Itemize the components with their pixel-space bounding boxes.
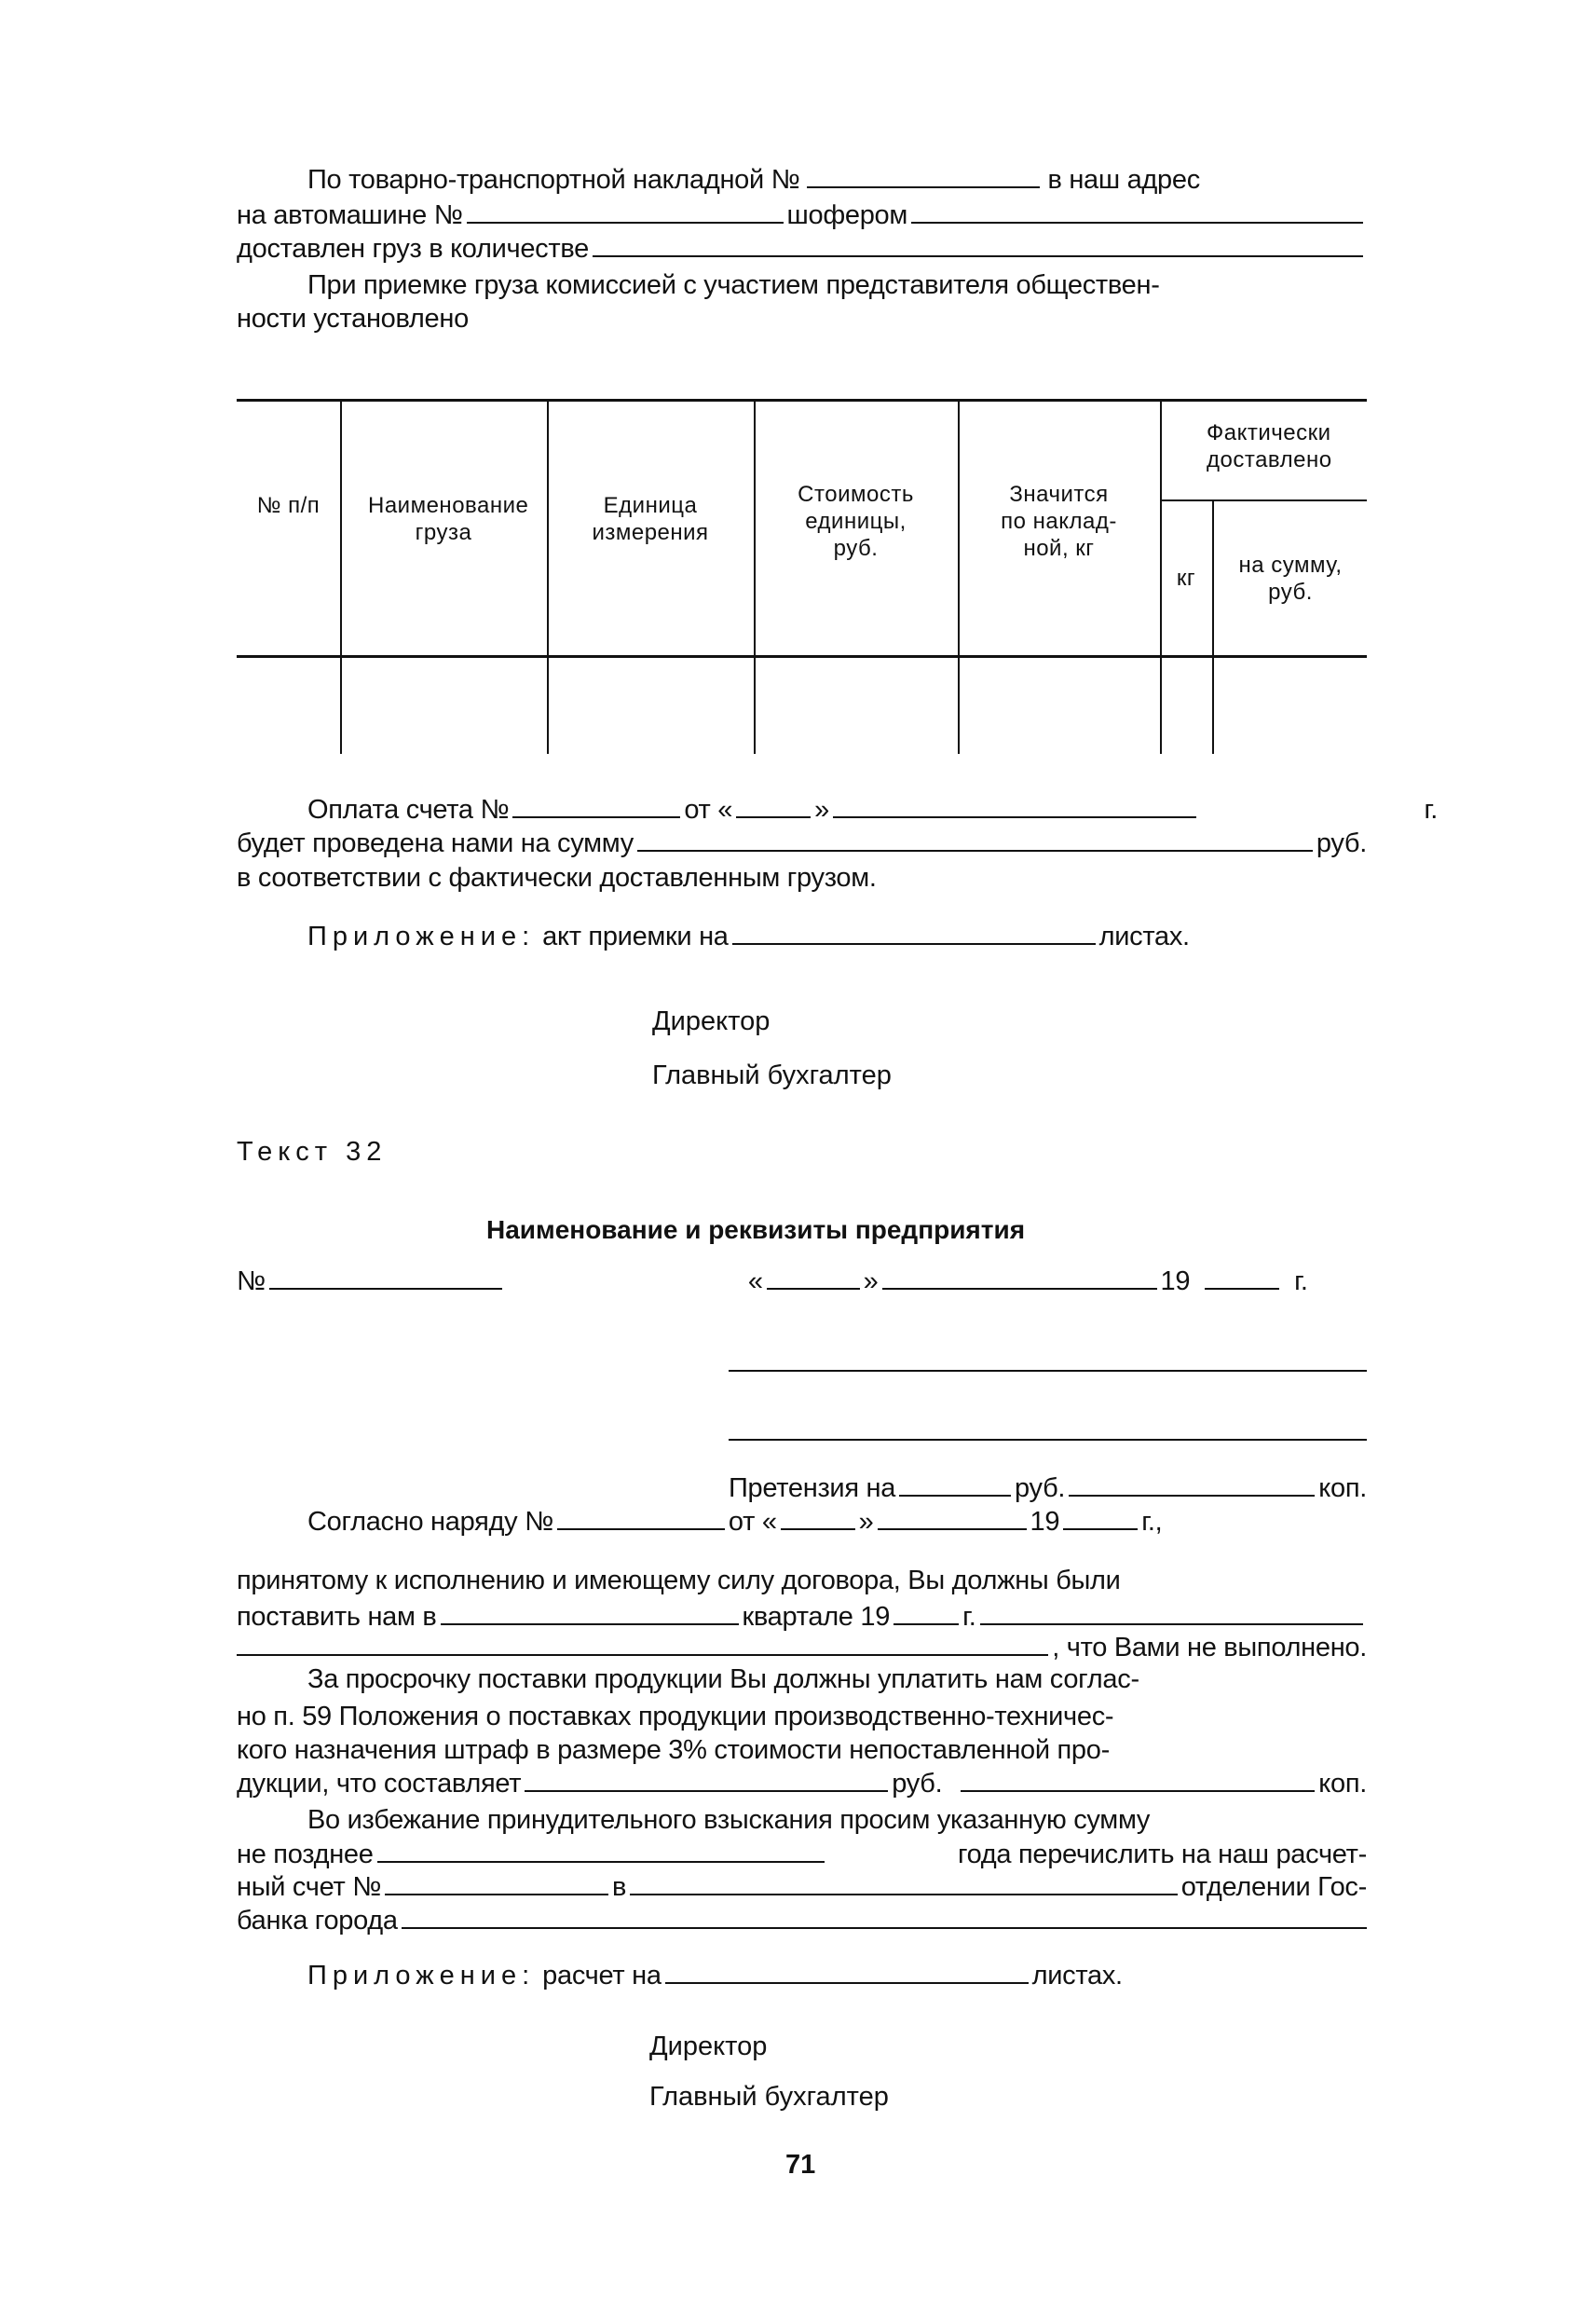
account-number-field[interactable]	[385, 1871, 608, 1895]
attachment-label: Приложение:	[307, 922, 536, 951]
director-signature: Директор	[652, 1006, 771, 1036]
text: от «	[728, 1507, 777, 1537]
order-number-field[interactable]	[557, 1506, 725, 1530]
text: на автомашине №	[237, 200, 463, 230]
text: »	[814, 795, 829, 825]
text: Оплата счета №	[307, 795, 510, 825]
divider	[1160, 499, 1367, 501]
attachment-line	[237, 1960, 1370, 1991]
quantity-field[interactable]	[593, 233, 1363, 257]
addressee-field[interactable]	[729, 1370, 1367, 1372]
invoice-number-field[interactable]	[512, 794, 680, 818]
director-signature: Директор	[649, 2032, 768, 2061]
divider	[237, 655, 1367, 658]
waybill-line	[237, 164, 1438, 196]
header-actually-delivered: Фактически доставлено	[1207, 420, 1332, 472]
accountant-signature: Главный бухгалтер	[649, 2082, 889, 2112]
header-waybill-kg: Значится по наклад-ной, кг	[1001, 482, 1117, 561]
header-sum: на сумму, руб.	[1238, 553, 1343, 605]
text: Претензия на	[729, 1473, 896, 1503]
divider	[754, 399, 756, 754]
claim-line	[729, 1472, 1367, 1504]
text: №	[237, 1266, 266, 1296]
divider	[1212, 499, 1214, 754]
text: года перечислить на наш расчет-	[957, 1840, 1367, 1869]
text: За просрочку поставки продукции Вы должны уплатить нам соглас-	[307, 1664, 1139, 1694]
quarter-line	[237, 1601, 1367, 1633]
text: принятому к исполнению и имеющему силу договора, Вы должны были	[237, 1566, 1121, 1595]
day-field[interactable]	[781, 1506, 855, 1530]
text: листах.	[1098, 922, 1190, 951]
fine-amount-line	[237, 1768, 1367, 1799]
not-fulfilled-line	[237, 1632, 1367, 1663]
text: кого назначения штраф в размере 3% стоимости непоставленной про-	[237, 1735, 1110, 1765]
vehicle-line	[237, 199, 1367, 231]
text: «	[747, 1266, 763, 1296]
invoice-payment-line	[237, 794, 1438, 826]
header-unit: Единица измерения	[592, 493, 709, 545]
paragraph	[237, 1702, 1367, 1732]
text: »	[858, 1507, 874, 1537]
year-field[interactable]	[1063, 1506, 1138, 1530]
payment-sum-line	[237, 828, 1367, 859]
sheets-field[interactable]	[732, 921, 1096, 945]
text: При приемке груза комиссией с участием представителя обществен-	[307, 270, 1160, 300]
city-field[interactable]	[402, 1905, 1367, 1929]
text: будет проведена нами на сумму	[237, 828, 634, 858]
city-line	[237, 1905, 1367, 1936]
text: Согласно наряду №	[307, 1507, 553, 1537]
text: коп.	[1318, 1769, 1367, 1799]
text: не позднее	[237, 1840, 374, 1869]
header-cargo-name: Наименование груза	[368, 493, 529, 545]
paragraph	[237, 270, 1438, 301]
heading: Наименование и реквизиты предприятия	[486, 1215, 1026, 1244]
text: в соответствии с фактически доставленным грузом.	[237, 863, 877, 893]
text: 19	[1030, 1507, 1060, 1537]
divider	[958, 399, 960, 754]
order-line	[237, 1506, 1438, 1538]
text: Во избежание принудительного взыскания просим указанную сумму	[307, 1805, 1151, 1835]
text: г.	[1424, 795, 1438, 825]
addressee-field[interactable]	[729, 1439, 1367, 1441]
document-number-field[interactable]	[269, 1265, 502, 1290]
text: »	[863, 1266, 879, 1296]
goods-field[interactable]	[980, 1601, 1363, 1625]
text: от «	[684, 795, 733, 825]
text: акт приемки на	[542, 922, 729, 951]
text: в наш адрес	[1047, 165, 1200, 195]
day-field[interactable]	[736, 794, 811, 818]
text: ности установлено	[237, 304, 469, 334]
text: г.	[1294, 1266, 1308, 1296]
paragraph	[237, 1735, 1367, 1766]
month-field[interactable]	[878, 1506, 1027, 1530]
claim-kop-field[interactable]	[1069, 1472, 1315, 1497]
text: руб.	[1015, 1473, 1066, 1503]
text: но п. 59 Положения о поставках продукции производственно-техничес-	[237, 1702, 1114, 1731]
deadline-line	[237, 1839, 1367, 1870]
attachment-line	[237, 921, 1398, 952]
fine-rub-field[interactable]	[525, 1768, 888, 1792]
text: банка города	[237, 1906, 398, 1936]
text: листах.	[1031, 1961, 1123, 1991]
text: г.	[962, 1602, 976, 1632]
day-field[interactable]	[767, 1265, 860, 1290]
text: отделении Гос-	[1180, 1872, 1367, 1902]
claim-rub-field[interactable]	[899, 1472, 1011, 1497]
month-field[interactable]	[833, 794, 1196, 818]
text: квартале 19	[742, 1602, 891, 1632]
quarter-field[interactable]	[441, 1601, 739, 1625]
bank-branch-field[interactable]	[630, 1871, 1178, 1895]
text: По товарно-транспортной накладной №	[307, 165, 800, 195]
vehicle-number-field[interactable]	[467, 199, 784, 224]
section-label: Текст 32	[237, 1137, 388, 1167]
attachment-label: Приложение:	[307, 1961, 536, 1991]
accountant-signature: Главный бухгалтер	[652, 1060, 892, 1090]
text: руб.	[892, 1769, 943, 1799]
cargo-table	[237, 399, 1367, 754]
header-kg: кг	[1176, 566, 1196, 591]
deadline-field[interactable]	[377, 1839, 825, 1863]
divider	[340, 399, 342, 754]
quantity-line	[237, 233, 1367, 265]
text: в	[612, 1872, 627, 1902]
paragraph	[237, 1664, 1438, 1695]
month-field[interactable]	[882, 1265, 1157, 1290]
text: шофером	[786, 200, 908, 230]
driver-field[interactable]	[911, 199, 1363, 224]
text: 19	[1160, 1266, 1191, 1296]
payment-sum-field[interactable]	[637, 828, 1313, 852]
year-field[interactable]	[1205, 1265, 1279, 1290]
fine-kop-field[interactable]	[961, 1768, 1315, 1792]
paragraph	[237, 863, 1367, 894]
header-unit-cost: Стоимость единицы, руб.	[798, 482, 914, 561]
waybill-number-field[interactable]	[807, 164, 1040, 188]
account-line	[237, 1871, 1367, 1903]
divider	[547, 399, 549, 754]
header-number: № п/п	[256, 493, 321, 518]
paragraph	[237, 304, 1367, 335]
goods-field[interactable]	[237, 1632, 1048, 1656]
text: г.,	[1141, 1507, 1163, 1537]
number-date-line	[237, 1265, 1367, 1297]
text: расчет на	[542, 1961, 662, 1991]
sheets-field[interactable]	[665, 1960, 1029, 1984]
paragraph	[237, 1805, 1438, 1836]
year-field[interactable]	[893, 1601, 959, 1625]
text: ный счет №	[237, 1872, 382, 1902]
divider	[237, 399, 1367, 402]
text: , что Вами не выполнено.	[1052, 1633, 1367, 1662]
text: коп.	[1318, 1473, 1367, 1503]
page-number: 71	[785, 2150, 816, 2180]
text: доставлен груз в количестве	[237, 234, 589, 264]
text: поставить нам в	[237, 1602, 437, 1632]
text: руб.	[1316, 828, 1367, 858]
paragraph	[237, 1566, 1367, 1596]
text: дукции, что составляет	[237, 1769, 522, 1799]
